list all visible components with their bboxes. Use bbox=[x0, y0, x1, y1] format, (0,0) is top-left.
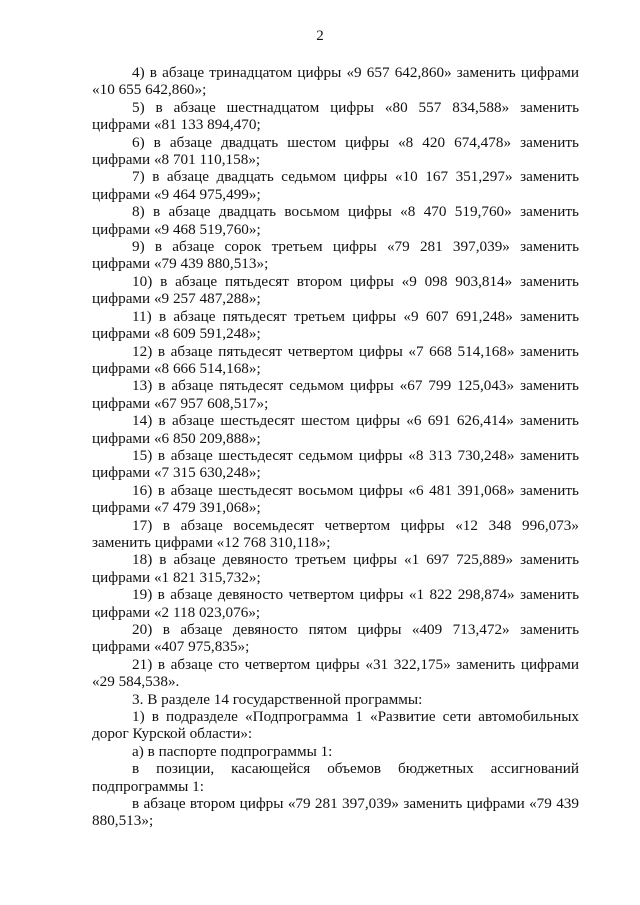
paragraph-item-12: 12) в абзаце пятьдесят четвертом цифры «7 668 514,168» заменить цифрами «8 666 514,168»; bbox=[92, 342, 579, 377]
paragraph-item-17: 17) в абзаце восемьдесят четвертом цифры «12 348 996,073» заменить цифрами «12 768 310,118»; bbox=[92, 516, 579, 551]
document-body bbox=[92, 64, 579, 830]
page-number: 2 bbox=[316, 28, 324, 44]
passport-heading: а) в паспорте подпрограммы 1: bbox=[132, 742, 333, 760]
paragraph-item-10: 10) в абзаце пятьдесят втором цифры «9 098 903,814» заменить цифрами «9 257 487,288»; bbox=[92, 272, 579, 308]
paragraph-item-20: 20) в абзаце девяносто пятом цифры «409 713,472» заменить цифрами «407 975,835»; bbox=[92, 621, 579, 656]
paragraph-item-9: 9) в абзаце сорок третьем цифры «79 281 397,039» заменить цифрами «79 439 880,513»; bbox=[92, 238, 579, 273]
paragraph-item-21: 21) в абзаце сто четвертом цифры «31 322,175» заменить цифрами «29 584,538». bbox=[92, 655, 579, 691]
paragraph-item-14: 14) в абзаце шестьдесят шестом цифры «6 691 626,414» заменить цифрами «6 850 209,888»; bbox=[92, 412, 579, 447]
paragraph-item-13: 13) в абзаце пятьдесят седьмом цифры «67 799 125,043» заменить цифрами «67 957 608,517»; bbox=[92, 377, 579, 412]
paragraph-item-18: 18) в абзаце девяносто третьем цифры «1 697 725,889» заменить цифрами «1 821 315,732»; bbox=[92, 551, 579, 586]
paragraph-item-19: 19) в абзаце девяносто четвертом цифры «1 822 298,874» заменить цифрами «2 118 023,076»; bbox=[92, 586, 579, 621]
subsection-1-heading: 1) в подразделе «Подпрограмма 1 «Развитие сети автомобильных дорог Курской области»: bbox=[92, 708, 579, 743]
paragraph-item-4: 4) в абзаце тринадцатом цифры «9 657 642,860» заменить цифрами «10 655 642,860»; bbox=[92, 64, 579, 99]
paragraph-item-16: 16) в абзаце шестьдесят восьмом цифры «6 481 391,068» заменить цифрами «7 479 391,068»; bbox=[92, 481, 579, 517]
paragraph-item-7: 7) в абзаце двадцать седьмом цифры «10 167 351,297» заменить цифрами «9 464 975,499»; bbox=[92, 168, 579, 203]
section-14-heading: 3. В разделе 14 государственной программы: bbox=[132, 690, 423, 708]
paragraph-item-5: 5) в абзаце шестнадцатом цифры «80 557 834,588» заменить цифрами «81 133 894,470; bbox=[92, 98, 579, 134]
paragraph-item-6: 6) в абзаце двадцать шестом цифры «8 420 674,478» заменить цифрами «8 701 110,158»; bbox=[92, 133, 579, 169]
paragraph-item-15: 15) в абзаце шестьдесят седьмом цифры «8 313 730,248» заменить цифрами «7 315 630,248»; bbox=[92, 446, 579, 482]
second-paragraph-change: в абзаце втором цифры «79 281 397,039» заменить цифрами «79 439 880,513»; bbox=[92, 795, 579, 830]
paragraph-item-8: 8) в абзаце двадцать восьмом цифры «8 470 519,760» заменить цифрами «9 468 519,760»; bbox=[92, 203, 579, 238]
paragraph-item-11: 11) в абзаце пятьдесят третьем цифры «9 607 691,248» заменить цифрами «8 609 591,248»; bbox=[92, 307, 579, 343]
allocations-position: в позиции, касающейся объемов бюджетных ассигнований подпрограммы 1: bbox=[92, 760, 579, 795]
